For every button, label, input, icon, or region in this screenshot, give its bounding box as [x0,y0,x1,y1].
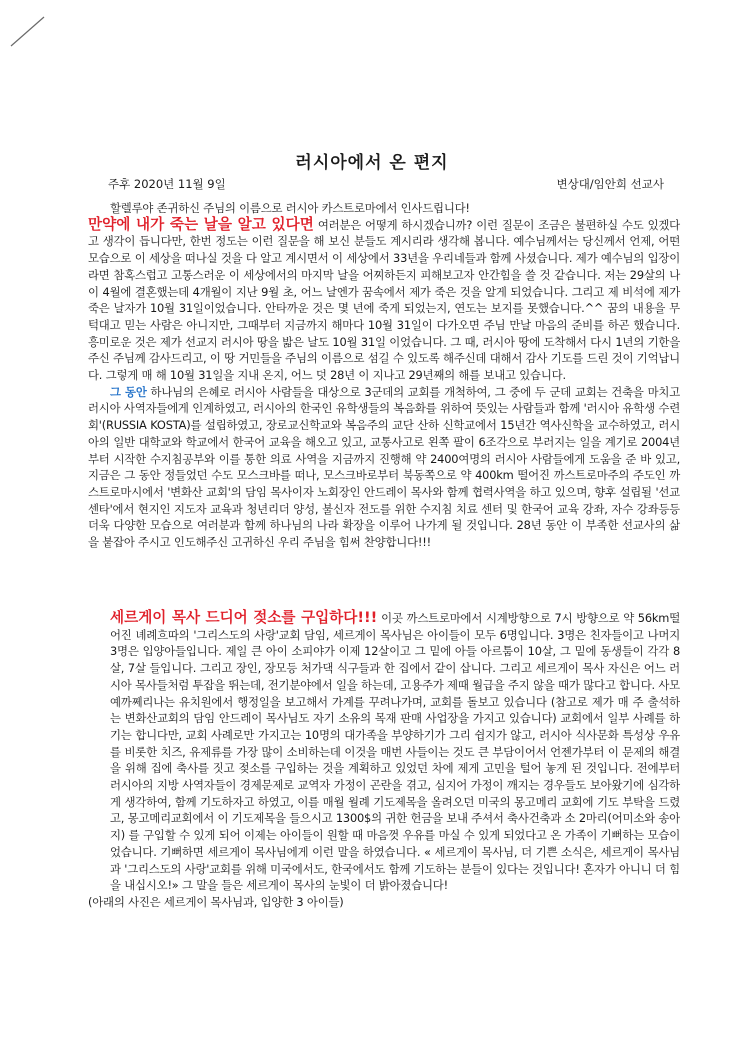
pen-stroke-mark [8,14,48,50]
paragraph-ministry-text: 하나님의 은혜로 러시아 사람들을 대상으로 3군데의 교회를 개척하여, 그 중에 두 군데 교회는 건축을 마치고 러시아 사역자들에게 인계하였고, 러시아의 한국인 유학생들의 복음화를 위하여 뜻있는 사람들과 함께 '러시아 유학생 수련회'(RUSSIA KOSTA)를 설립하였고, 장로교신학교와 복음주의 교단 산하 신학교에서 15년간 역사신학을 교수하였고, 러시아의 일반 대학교와 학교에서 한국어 교육을 해오고 있고, 교통사고로 왼쪽 팔이 6조각으로 부러지는 일을 계기로 2004년부터 시작한 수지침공부와 이를 통한 의료 사역을 지금까지 진행해 약 2400여명의 러시아 사람들에게 도움을 준 바 있고, 지금은 그 동안 정들었던 수도 모스크바를 떠나, 모스크바로부터 북동쪽으로 약 400km 떨어진 까스트로마주의 주도인 까스트로마시에서 '변화산 교회'의 담임 목사이자 노회장인 안드레이 목사와 함께 협력사역을 하고 있으며, 향후 설립될 '선교센타'에서 현지인 지도자 교육과 청년리더 양성, 불신자 전도를 위한 수지침 치료 센터 및 한국어 교육 강좌, 자수 강좌등등 더욱 다양한 모습으로 여러분과 함께 하나님의 나라 확장을 이루어 나가게 될 것입니다. 28년 동안 이 부족한 선교사의 삶을 붙잡아 주시고 인도해주신 고귀하신 우리 주님을 힘써 찬양합니다!!! [88,384,680,550]
section-lead-meanwhile: 그 동안 [110,384,147,399]
letter-date: 주후 2020년 11월 9일 [108,177,226,191]
paragraph-last-day [88,217,680,384]
letter-header-line [108,176,664,192]
paragraph-cow-text: 이곳 까스트로마에서 시계방향으로 7시 방향으로 약 56km떨어진 녜례흐따의 '그리스도의 사랑'교회 담임, 세르게이 목사님은 아이들이 모두 6명입니다. 3명은 친자들이고 나머지 3명은 입양아들입니다. 제일 큰 아이 소피야가 이제 12살이고 그 밑에 아들 아르툼이 10살, 그 밑에 동생들이 각각 8살, 7살 들입니다. 그리고 장인, 장모등 처가댁 식구들과 한 집에서 같이 삽니다. 그리고 세르게이 목사 자신은 어느 러시아 목사들처럼 투잡을 뛰는데, 전기분야에서 일을 하는데, 고용주가 제때 월급을 주지 않을 때가 많다고 합니다. 사모 예까쩨리나는 유치원에서 행정일을 보고해서 가계를 꾸려나가며, 교회를 돌보고 있습니다 (참고로 제가 매 주 출석하는 변화산교회의 담임 안드레이 목사님도 자기 소유의 목재 판매 사업장을 가지고 있습니다) 교회에서 일부 사례를 하기는 합니다만, 교회 사례로만 가지고는 10명의 대가족을 부양하기가 그리 쉽지가 않고, 러시아 식사문화 특성상 우유를 비롯한 치즈, 유제류를 가장 많이 소비하는데 이것을 매번 사들이는 것도 큰 부담이어서 언젠가부터 이 문제의 해결을 위해 집에 축사를 짓고 젖소를 구입하는 것을 계획하고 있었던 차에 제게 고민을 털어 놓게 된 것입니다. 전에부터 러시아의 지방 사역자들이 경제문제로 교역자 가정이 곤란을 겪고, 심지어 가정이 깨지는 경우들도 보아왔기에 심각하게 생각하여, 함께 기도하자고 하였고, 이를 매월 월례 기도제목을 올려오던 미국의 몽고메리 교회에 기도 부탁을 드렸고, 몽고메리교회에서 이 기도제목을 들으시고 1300$의 귀한 헌금을 보내 주셔서 축사건축과 소 2마리(어미소와 송아지) 를 구입할 수 있게 되어 이제는 아이들이 원할 때 마음껏 우유를 마실 수 있게 되었다고 온 가족이 기뻐하는 모습이었습니다. 기뻐하면 세르게이 목사님에게 이런 말을 하였습니다. « 세르게이 목사님, 더 기쁜 소식은, 세르게이 목사님과 '그리스도의 사랑'교회를 위해 미국에서도, 한국에서도 함께 기도하는 분들이 있다는 것입니다! 혼자가 아니니 더 힘을 내십시오!» 그 말을 들은 세르게이 목사의 눈빛이 더 밝아졌습니다! [110,611,680,893]
letter-body-part1 [88,200,680,551]
section-lead-last-day: 만약에 내가 죽는 날을 알고 있다면 [88,215,314,233]
paragraph-last-day-text: 여러분은 어떻게 하시겠습니까? 이런 질문이 조금은 불편하실 수도 있겠다고 생각이 듭니다만, 한번 정도는 이런 질문을 해 보신 분들도 계시리라 생각해 봅니다. 예수님께서는 당신께서 언제, 어떤 모습으로 이 세상을 떠나실 것을 다 알고 계시면서 이 세상에서 33년을 우리네들과 함께 사셨습니다. 제가 예수님의 입장이라면 참혹스럽고 고통스러운 이 세상에서의 마지막 날을 어찌하든지 피해보고자 안간힘을 쓸 것 같습니다. 저는 29살의 나이 4월에 결혼했는데 4개월이 지난 9월 초, 어느 날엔가 꿈속에서 제가 죽은 것을 알게 되었습니다. 그리고 제 비석에 제가 죽은 날자가 10월 31일이었습니다. 안타까운 것은 몇 년에 죽게 되었는지, 연도는 보지를 못했습니다.^^ 꿈의 내용을 무턱대고 믿는 사람은 아니지만, 그때부터 지금까지 해마다 10월 31일이 다가오면 주님 만날 마음의 준비를 하곤 했습니다. 흥미로운 것은 제가 선교지 러시아 땅을 밟은 날도 10월 31일 이었습니다. 그 때, 러시아 땅에 도착해서 다시 1년의 기한을 주신 주님께 감사드리고, 이 땅 거민들을 주님의 이름으로 섬길 수 있도록 해주신데 대해서 감사 기도를 드린 것이 기억납니다. 그렇게 매 해 10월 31일을 지내 온지, 어느 덧 28년 이 지나고 29년째의 해를 보내고 있습니다. [88,217,680,383]
letter-author: 변상대/임안희 선교사 [556,177,664,191]
letter-body-part2 [88,610,680,911]
photo-caption: (아래의 사진은 세르게이 목사님과, 입양한 3 아이들) [88,894,344,909]
paragraph-cow [88,610,680,894]
paragraph-ministry [88,384,680,551]
section-lead-cow: 세르게이 목사 드디어 젖소를 구입하다!!! [110,609,378,626]
letter-title: 러시아에서 온 편지 [295,153,449,173]
greeting: 할렐루야 존귀하신 주님의 이름으로 러시아 카스트로마에서 인사드립니다! [110,201,470,215]
